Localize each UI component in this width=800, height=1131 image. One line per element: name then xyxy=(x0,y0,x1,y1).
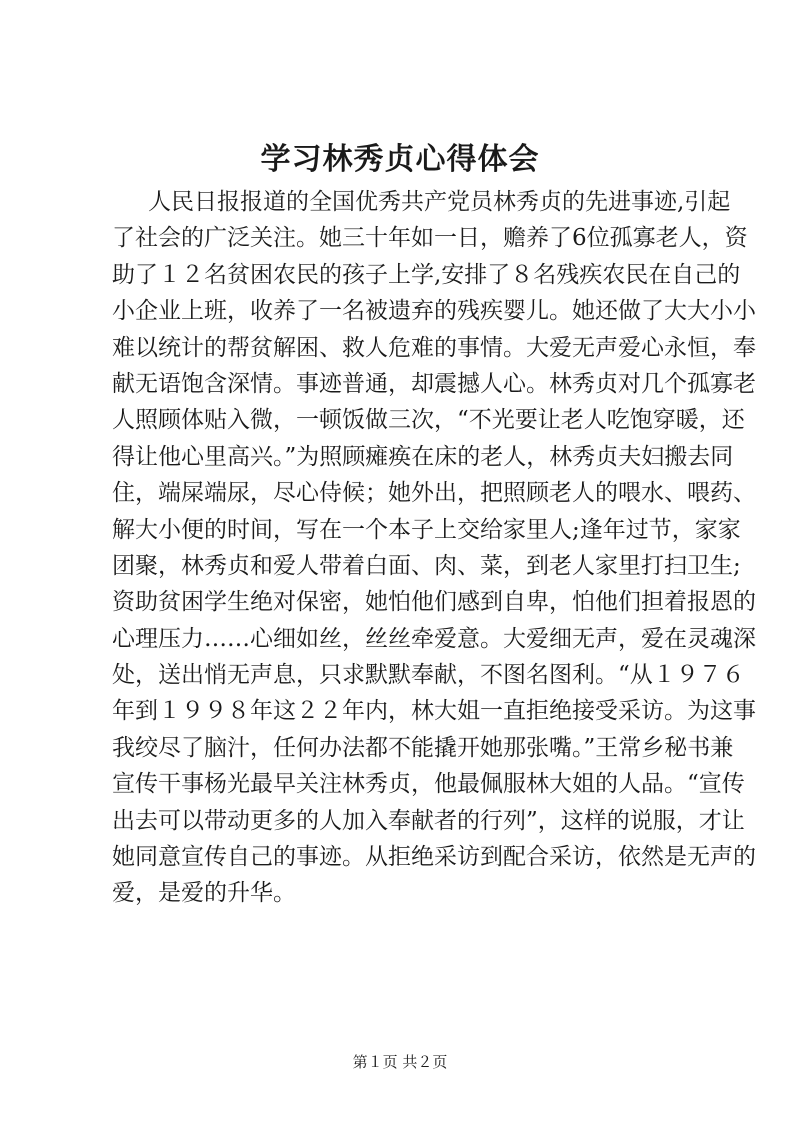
text-line: 出去可以带动更多的人加入奉献者的行列”，这样的说服，才让 xyxy=(112,807,745,834)
text-line: 年到１９９８年这２２年内，林大姐一直拒绝接受采访。为这事 xyxy=(112,698,756,725)
document-title: 学习林秀贞心得体会 xyxy=(260,142,540,177)
text-line: 住，端屎端尿，尽心侍候；她外出，把照顾老人的喂水、喂药、 xyxy=(112,480,756,507)
text-line: 我绞尽了脑汁，任何办法都不能撬开她那张嘴。”王常乡秘书兼 xyxy=(112,734,734,761)
page-footer: 第１页 共２页 xyxy=(352,1053,448,1071)
text-line: 人照顾体贴入微，一顿饭做三次，“不光要让老人吃饱穿暖，还 xyxy=(112,407,745,434)
text-line: 得让他心里高兴。”为照顾瘫痪在床的老人，林秀贞夫妇搬去同 xyxy=(112,443,734,470)
text-line: 献无语饱含深情。事迹普通，却震撼人心。林秀贞对几个孤寡老 xyxy=(112,370,756,397)
text-line: 助了１２名贫困农民的孩子上学,安排了８名残疾农民在自己的 xyxy=(112,261,741,288)
text-line: 人民日报报道的全国优秀共产党员林秀贞的先进事迹,引起 xyxy=(148,189,731,215)
text-line: 处，送出悄无声息，只求默默奉献，不图名图利。“从１９７６ xyxy=(112,662,745,689)
text-line: 爱，是爱的升华。 xyxy=(112,880,296,907)
text-line: 宣传干事杨光最早关注林秀贞，他最佩服林大姐的人品。“宣传 xyxy=(112,771,745,798)
body-paragraph xyxy=(112,184,756,912)
text-line: 了社会的广泛关注。她三十年如一日，赡养了6位孤寡老人，资 xyxy=(112,225,748,252)
text-line: 解大小便的时间，写在一个本子上交给家里人;逢年过节，家家 xyxy=(112,516,741,543)
text-line: 小企业上班，收养了一名被遗弃的残疾婴儿。她还做了大大小小 xyxy=(112,298,756,325)
text-line: 团聚，林秀贞和爱人带着白面、肉、菜，到老人家里打扫卫生; xyxy=(112,552,741,579)
text-line: 资助贫困学生绝对保密，她怕他们感到自卑，怕他们担着报恩的 xyxy=(112,589,756,616)
text-line: 心理压力……心细如丝，丝丝牵爱意。大爱细无声，爱在灵魂深 xyxy=(112,625,756,652)
text-line: 难以统计的帮贫解困、救人危难的事情。大爱无声爱心永恒，奉 xyxy=(112,334,756,361)
text-line: 她同意宣传自己的事迹。从拒绝采访到配合采访，依然是无声的 xyxy=(112,844,756,871)
